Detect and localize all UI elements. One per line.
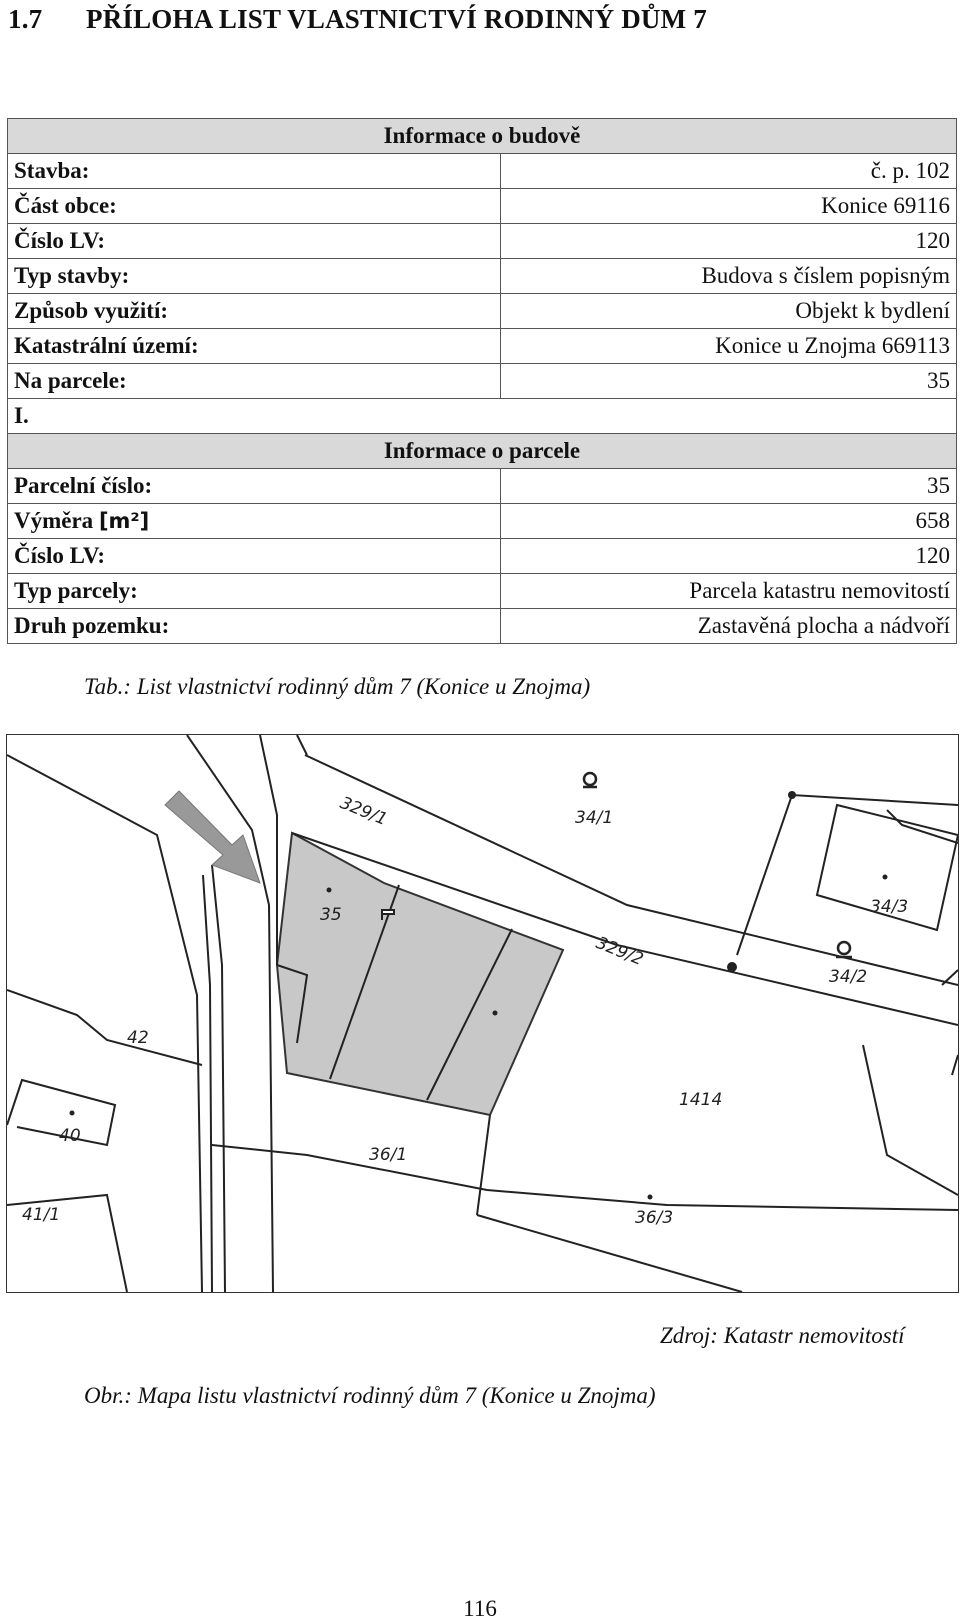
- point-marker: [727, 962, 737, 972]
- map-svg: [7, 735, 958, 1292]
- row-value: Objekt k bydlení: [501, 294, 957, 329]
- row-value: Budova s číslem popisným: [501, 259, 957, 294]
- table-row: [8, 574, 957, 609]
- area-unit: [m²]: [98, 509, 150, 533]
- map-label: 329/2: [593, 933, 647, 970]
- point-marker: [648, 1195, 653, 1200]
- row-value: Zastavěná plocha a nádvoří: [501, 609, 957, 644]
- table-row: [8, 259, 957, 294]
- table-caption: Tab.: List vlastnictví rodinný dům 7 (Konice u Znojma): [84, 674, 591, 699]
- row-value: 35: [501, 469, 957, 504]
- point-marker: [327, 888, 332, 893]
- map-label: 1414: [679, 1090, 723, 1110]
- cadastral-map: [6, 734, 959, 1293]
- road-edge: [212, 865, 225, 1292]
- table-row: [8, 189, 957, 224]
- page-heading: [8, 4, 707, 35]
- parcel-boundary: [477, 1115, 490, 1215]
- source-note: Zdroj: Katastr nemovitostí: [660, 1323, 905, 1348]
- row-label: Číslo LV:: [8, 224, 501, 259]
- map-symbol-p: [583, 773, 597, 787]
- heading-title: PŘÍLOHA LIST VLASTNICTVÍ RODINNÝ DŮM 7: [86, 4, 707, 34]
- table-row: [8, 504, 957, 539]
- row-label: Druh pozemku:: [8, 609, 501, 644]
- map-label: 41/1: [22, 1205, 61, 1225]
- point-marker: [788, 791, 796, 799]
- parcel-boundary: [7, 990, 202, 1065]
- page-number: 116: [463, 1596, 497, 1621]
- table-row: [8, 539, 957, 574]
- row-value: 120: [501, 224, 957, 259]
- row-label: Typ stavby:: [8, 259, 501, 294]
- row-label: Část obce:: [8, 189, 501, 224]
- map-label: 34/3: [870, 897, 909, 917]
- row-value: Konice 69116: [501, 189, 957, 224]
- row-label: Parcelní číslo:: [8, 469, 501, 504]
- row-label: Stavba:: [8, 154, 501, 189]
- table-row: [8, 609, 957, 644]
- row-value: č. p. 102: [501, 154, 957, 189]
- row-label: Na parcele:: [8, 364, 501, 399]
- row-label: Způsob využití:: [8, 294, 501, 329]
- table-row: [8, 224, 957, 259]
- building-section-title: Informace o budově: [8, 119, 957, 154]
- heading-number: 1.7: [8, 4, 43, 34]
- parcel-boundary: [863, 1045, 958, 1195]
- map-label: 40: [59, 1126, 81, 1146]
- property-info-table: [7, 118, 957, 644]
- row-label: Katastrální území:: [8, 329, 501, 364]
- row-label: Číslo LV:: [8, 539, 501, 574]
- point-marker: [70, 1111, 75, 1116]
- row-value: 658: [501, 504, 957, 539]
- point-marker: [493, 1011, 498, 1016]
- row-value: Konice u Znojma 669113: [501, 329, 957, 364]
- parcel-boundary: [477, 1215, 742, 1292]
- parcel-boundary: [737, 795, 958, 955]
- row-label: Typ parcely:: [8, 574, 501, 609]
- table-row: [8, 329, 957, 364]
- row-value: 35: [501, 364, 957, 399]
- figure-caption: Obr.: Mapa listu vlastnictví rodinný dům 7 (Konice u Znojma): [84, 1383, 656, 1408]
- highlighted-parcel: [277, 833, 563, 1115]
- area-label: Výměra: [14, 508, 94, 533]
- row-value: 120: [501, 539, 957, 574]
- map-label: 42: [127, 1028, 149, 1048]
- point-marker: [883, 875, 888, 880]
- parcel-section-title: Informace o parcele: [8, 434, 957, 469]
- table-row: [8, 294, 957, 329]
- map-label: 35: [320, 905, 342, 925]
- map-label: 34/2: [829, 967, 868, 987]
- map-label: 36/3: [635, 1208, 674, 1228]
- row-value: Parcela katastru nemovitostí: [501, 574, 957, 609]
- map-label: 329/1: [337, 793, 391, 830]
- table-row: [8, 154, 957, 189]
- table-row: [8, 469, 957, 504]
- road-edge: [203, 875, 212, 1292]
- road-edge: [297, 735, 307, 755]
- map-symbol-p: [836, 942, 852, 957]
- roman-numeral-row: I.: [8, 399, 957, 434]
- table-row: [8, 364, 957, 399]
- row-label: [8, 504, 501, 539]
- map-label: 36/1: [369, 1145, 408, 1165]
- parcel-boundary: [952, 1055, 958, 1075]
- map-label: 34/1: [575, 808, 614, 828]
- parcel-boundary: [212, 1145, 958, 1210]
